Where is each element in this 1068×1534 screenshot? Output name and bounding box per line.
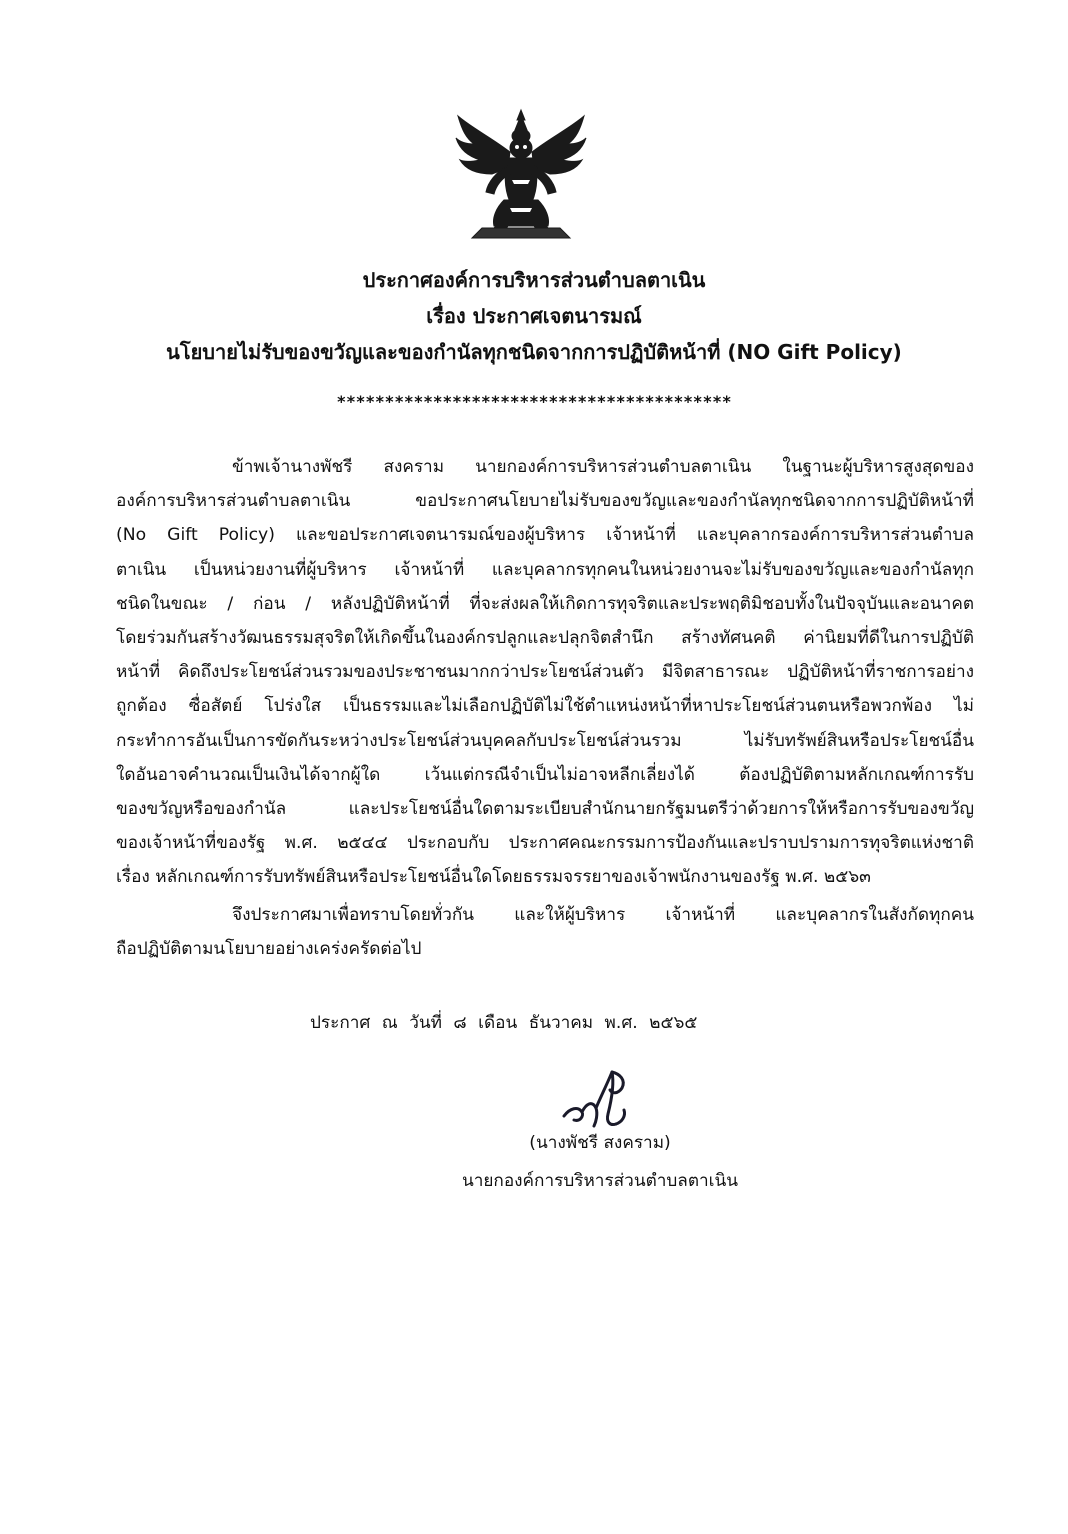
signer-name: (นางพัชรี สงคราม) [529, 1133, 671, 1153]
title-line-3: นโยบายไม่รับของขวัญและของกำนัลทุกชนิดจากการปฏิบัติหน้าที่ (NO Gift Policy) [166, 340, 902, 364]
paragraph-line: ตาเนิน เป็นหน่วยงานที่ผู้บริหาร เจ้าหน้าที่ และบุคลากรทุกคนในหน่วยงานจะไม่รับของขวัญและของกำนัลทุก [116, 559, 974, 580]
document-titles [60, 262, 1008, 370]
paragraph-line: จึงประกาศมาเพื่อทราบโดยทั่วกัน และให้ผู้บริหาร เจ้าหน้าที่ และบุคลากรในสังกัดทุกคน [232, 905, 974, 925]
title-line-2: เรื่อง ประกาศเจตนารมณ์ [426, 304, 642, 328]
paragraph-line: องค์การบริหารส่วนตำบลตาเนิน ขอประกาศนโยบายไม่รับของขวัญและของกำนัลทุกชนิดจากการปฏิบัติหน้าที่ [116, 491, 974, 512]
paragraph-line: โดยร่วมกันสร้างวัฒนธรรมสุจริตให้เกิดขึ้นในองค์กรปลูกและปลุกจิตสำนึก สร้างทัศนคติ ค่านิยมที่ดีในการปฏิบัติ [116, 628, 974, 649]
paragraph-line: ข้าพเจ้านางพัชรี สงคราม นายกองค์การบริหารส่วนตำบลตาเนิน ในฐานะผู้บริหารสูงสุดของ [232, 457, 974, 477]
paragraph-line: ของขวัญหรือของกำนัล และประโยชน์อื่นใดตามระเบียบสำนักนายกรัฐมนตรีว่าด้วยการให้หรือการรับของขวัญ [116, 799, 974, 820]
signer-position: นายกองค์การบริหารส่วนตำบลตาเนิน [461, 1171, 739, 1191]
paragraph-main [116, 450, 974, 895]
paragraph-line: ของเจ้าหน้าที่ของรัฐ พ.ศ. ๒๕๔๔ ประกอบกับ ประกาศคณะกรรมการป้องกันและปราบปรามการทุจริตแห่งชาติ [116, 833, 974, 854]
paragraph-line: กระทำการอันเป็นการขัดกันระหว่างประโยชน์ส่วนบุคคลกับประโยชน์ส่วนรวม ไม่รับทรัพย์สินหรือประโยชน์อื่น [116, 730, 974, 751]
garuda-emblem-icon [452, 108, 590, 240]
announcement-date: ประกาศ ณ วันที่ ๘ เดือน ธันวาคม พ.ศ. ๒๕๖๕ [310, 1013, 698, 1033]
paragraph-line: ชนิดในขณะ / ก่อน / หลังปฏิบัติหน้าที่ ที่จะส่งผลให้เกิดการทุจริตและประพฤติมิชอบทั้งในปัจจุบันและอนาคต [116, 593, 974, 614]
paragraph-closing [116, 898, 974, 966]
separator-stars: ***************************************** [336, 392, 732, 411]
paragraph-line: (No Gift Policy) และขอประกาศเจตนารมณ์ของผู้บริหาร เจ้าหน้าที่ และบุคลากรองค์การบริหารส่วนตำบล [116, 525, 974, 546]
paragraph-line: ถือปฏิบัติตามนโยบายอย่างเคร่งครัดต่อไป [116, 939, 422, 960]
title-line-1: ประกาศองค์การบริหารส่วนตำบลตาเนิน [362, 268, 706, 292]
paragraph-line: หน้าที่ คิดถึงประโยชน์ส่วนรวมของประชาชนมากกว่าประโยชน์ส่วนตัว มีจิตสาธารณะ ปฏิบัติหน้าที่ราชการอย่าง [116, 662, 974, 683]
paragraph-line: ใดอันอาจคำนวณเป็นเงินได้จากผู้ใด เว้นแต่กรณีจำเป็นไม่อาจหลีกเลี่ยงได้ ต้องปฏิบัติตามหลักเกณฑ์การรับ [116, 764, 974, 785]
signature-icon [556, 1064, 642, 1134]
paragraph-line: ถูกต้อง ซื่อสัตย์ โปร่งใส เป็นธรรมและไม่เลือกปฏิบัติไม่ใช้ตำแหน่งหน้าที่หาประโยชน์ส่วนตนหรือพวกพ้อง ไม่ [116, 696, 974, 717]
paragraph-line: เรื่อง หลักเกณฑ์การรับทรัพย์สินหรือประโยชน์อื่นใดโดยธรรมจรรยาของเจ้าพนักงานของรัฐ พ.ศ. ๒๕๖๓ [116, 867, 871, 888]
